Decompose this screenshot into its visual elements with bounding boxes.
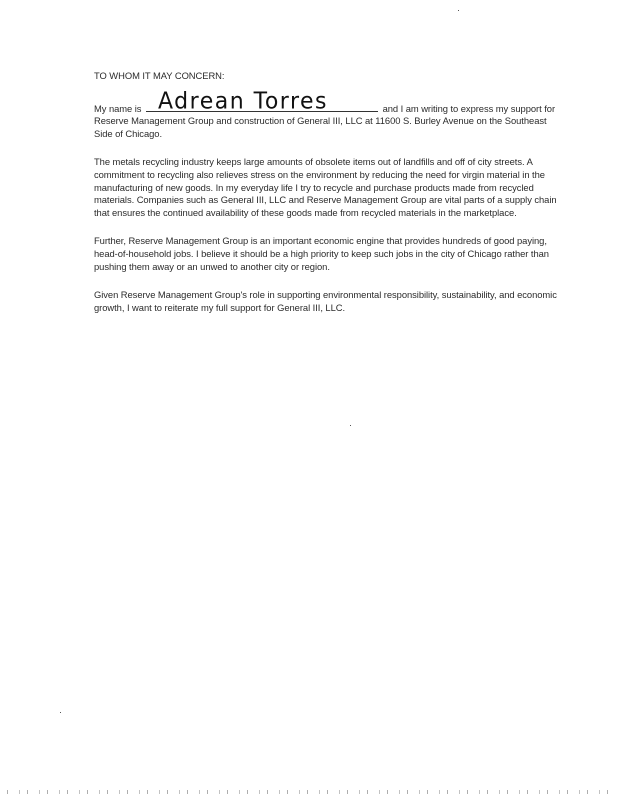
scan-speck [350,425,351,426]
paragraph-recycling: The metals recycling industry keeps large amounts of obsolete items out of landfills and off of city streets. A commitment to recycling also relieves stress on the environment by reducing the need for virgin material in the manufacturing of new goods. In my everyday life I try to recycle and purchase products made from recycled materials. Companies such as General III, LLC and Reserve Management Group are vital parts of a supply chain that ensures the continued availability of these goods made from recycled materials in the marketplace. [94,156,557,218]
scan-speck [60,712,61,713]
salutation: TO WHOM IT MAY CONCERN: [94,70,225,81]
intro-before-name: My name is [94,102,142,114]
scan-speck [458,10,459,11]
intro-paragraph [94,87,562,141]
scan-bottom-edge [0,790,618,794]
intro-after-name: and I am writing to express my support for Reserve Management Group and construction of General III, LLC at 11600 S. Burley Avenue on the Southeast Side of Chicago. [94,102,556,139]
paragraph-jobs: Further, Reserve Management Group is an important economic engine that provides hundreds of good paying, head-of-household jobs. I believe it should be a high priority to keep such jobs in the city of Chicago rather than pushing them away or an unwed to another city or region. [94,235,549,272]
paragraph-conclusion: Given Reserve Management Group's role in supporting environmental responsibility, sustainability, and economic growth, I want to reiterate my full support for General III, LLC. [94,289,557,313]
support-letter [94,70,562,330]
handwritten-name: Adrean Torres [158,87,329,115]
name-blank-line [146,87,378,115]
